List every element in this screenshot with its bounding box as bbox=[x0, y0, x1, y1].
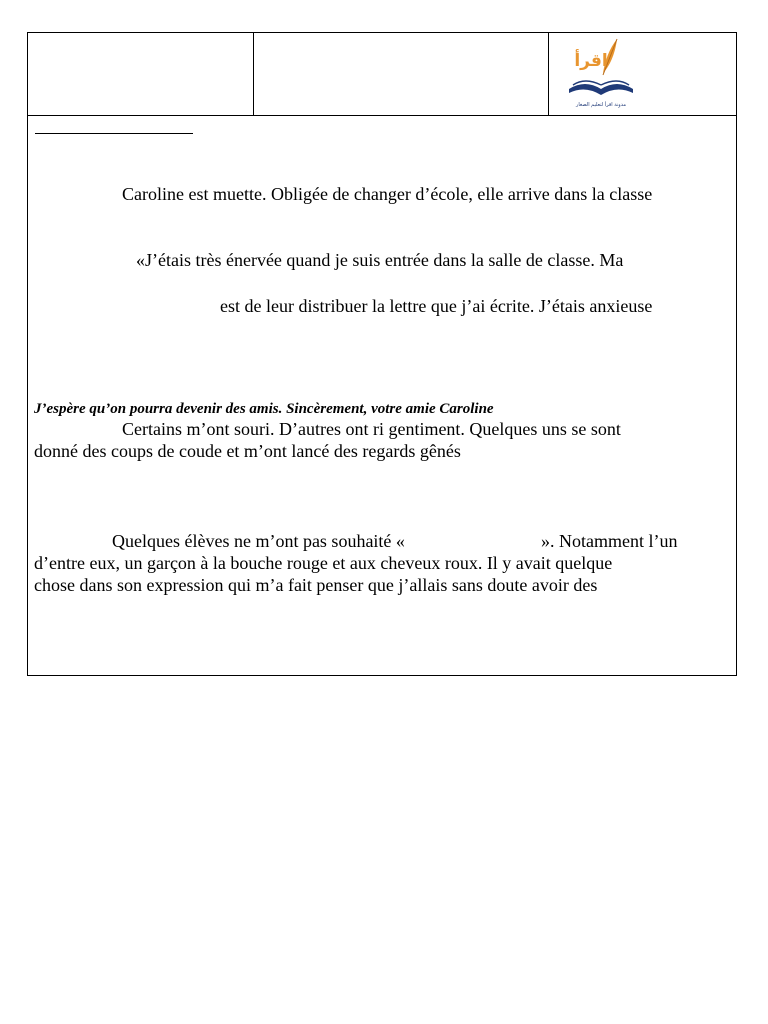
iqraa-logo bbox=[561, 33, 643, 113]
para3-line-2: d’entre eux, un garçon à la bouche rouge et aux cheveux roux. Il y avait quelque bbox=[34, 553, 613, 573]
text-line-1: Caroline est muette. Obligée de changer d’école, elle arrive dans la classe bbox=[122, 184, 653, 204]
para2-line-1: Certains m’ont souri. D’autres ont ri gentiment. Quelques uns se sont bbox=[122, 419, 621, 439]
para2-line-2: donné des coups de coude et m’ont lancé des regards gênés bbox=[34, 441, 461, 461]
logo-brand-text: اقرأ bbox=[574, 51, 608, 71]
header-cell-name bbox=[28, 33, 254, 115]
text-line-3: est de leur distribuer la lettre que j’ai écrite. J’étais anxieuse bbox=[220, 296, 653, 316]
para3-line-1a: Quelques élèves ne m’ont pas souhaité « bbox=[112, 531, 405, 551]
text-line-2: «J’étais très énervée quand je suis entrée dans la salle de classe. Ma bbox=[136, 250, 624, 270]
title-underline-blank bbox=[35, 133, 193, 134]
para3-line-3: chose dans son expression qui m’a fait penser que j’allais sans doute avoir des bbox=[34, 575, 598, 595]
header-cell-class bbox=[254, 33, 549, 115]
letter-closing: J’espère qu’on pourra devenir des amis. Sincèrement, votre amie Caroline bbox=[34, 401, 494, 417]
worksheet-frame bbox=[27, 32, 737, 676]
para3-line-1b: ». Notamment l’un bbox=[541, 531, 678, 551]
logo-tagline: مدونة اقرأ لتعليم الصغار bbox=[575, 102, 627, 108]
